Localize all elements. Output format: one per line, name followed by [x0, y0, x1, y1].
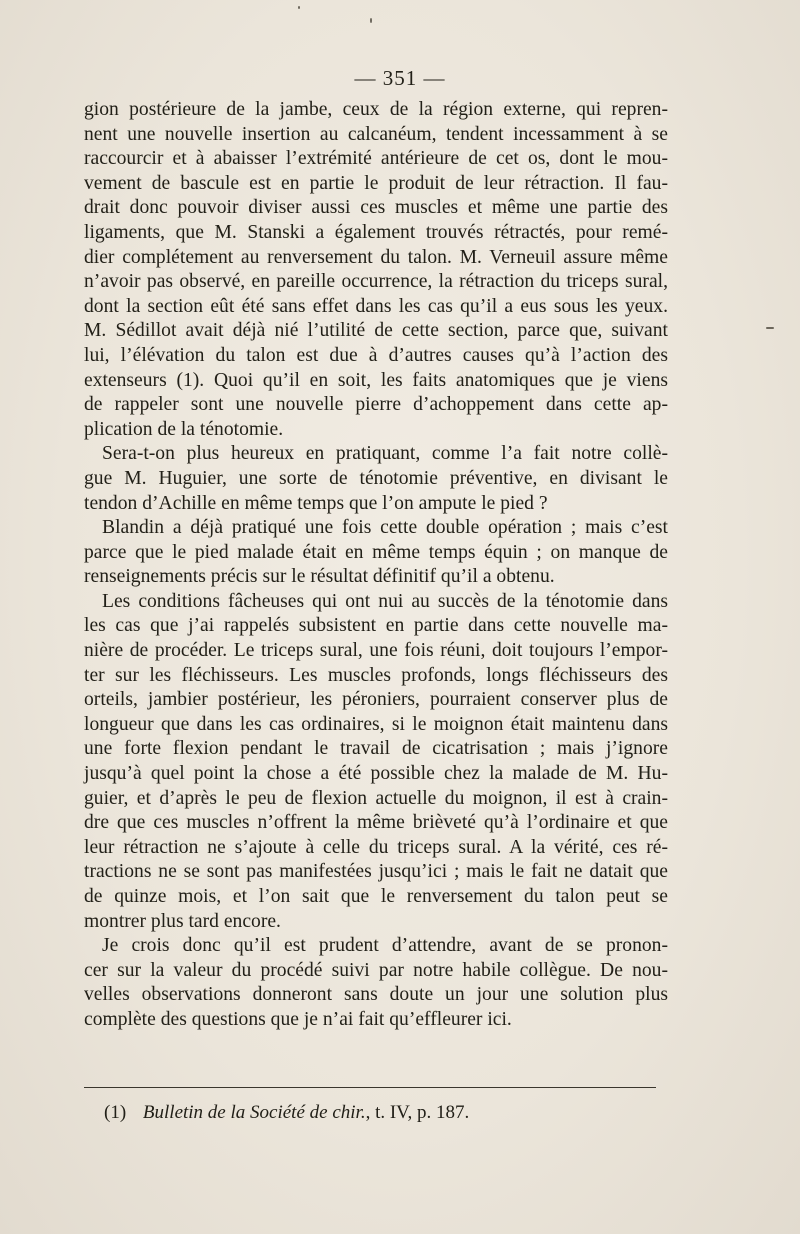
text-line: drait donc pouvoir diviser aussi ces muscles et même une partie des: [84, 197, 668, 219]
text-line: gion postérieure de la jambe, ceux de la région externe, qui repren-: [84, 99, 668, 120]
text-line: renseignements précis sur le résultat définitif qu’il a obtenu.: [84, 566, 555, 588]
text-line: tractions ne se sont pas manifestées jusqu’ici ; mais le fait ne datait que: [84, 861, 668, 883]
text-line: nière de procéder. Le triceps sural, une fois réuni, doit toujours l’empor-: [84, 640, 668, 662]
text-line: plication de la ténotomie.: [84, 418, 284, 440]
text-line: longueur que dans les cas ordinaires, si le moignon était maintenu dans: [84, 713, 668, 735]
text-line: cer sur la valeur du procédé suivi par notre habile collègue. De nou-: [84, 959, 668, 981]
text-line: Je crois donc qu’il est prudent d’attendre, avant de se pronon-: [102, 935, 668, 957]
text-line: lui, l’élévation du talon est due à d’autres causes qu’à l’action des: [84, 344, 668, 366]
text-line: ter sur les fléchisseurs. Les muscles profonds, longs fléchisseurs des: [84, 664, 668, 686]
text-line: velles observations donneront sans doute un jour une solution plus: [84, 984, 668, 1006]
text-line: M. Sédillot avait déjà nié l’utilité de cette section, parce que, suivant: [84, 320, 668, 342]
scan-speck: [370, 18, 372, 23]
text-line: Les conditions fâcheuses qui ont nui au succès de la ténotomie dans: [102, 590, 668, 612]
text-line: dier complétement au renversement du talon. M. Verneuil assure même: [84, 246, 668, 268]
paragraph-4: [84, 590, 668, 934]
text-line: ligaments, que M. Stanski a également trouvés rétractés, pour remé-: [84, 221, 668, 243]
footnote-reference: , t. IV, p. 187.: [365, 1102, 470, 1123]
scan-speck: [766, 327, 774, 329]
paragraph-2: [84, 442, 668, 516]
text-line: Sera-t-on plus heureux en pratiquant, comme l’a fait notre collè-: [102, 443, 668, 465]
text-line: dont la section eût été sans effet dans les cas qu’il a eus sous les yeux.: [84, 295, 668, 317]
body-text: [84, 98, 668, 1033]
text-line: montrer plus tard encore.: [84, 910, 281, 932]
scan-speck: [298, 6, 300, 9]
text-line: jusqu’à quel point la chose a été possible chez la malade de M. Hu-: [84, 763, 668, 785]
text-line: les cas que j’ai rappelés subsistent en partie dans cette nouvelle ma-: [84, 615, 668, 637]
paragraph-3: [84, 516, 668, 590]
text-line: orteils, jambier postérieur, les péroniers, pourraient conserver plus de: [84, 689, 668, 711]
text-line: complète des questions que je n’ai fait qu’effleurer ici.: [84, 1008, 512, 1030]
paragraph-1: [84, 98, 668, 442]
text-line: n’avoir pas observé, en pareille occurrence, la rétraction du triceps sural,: [84, 271, 668, 293]
text-line: une forte flexion pendant le travail de cicatrisation ; mais j’ignore: [84, 738, 668, 760]
text-line: leur rétraction ne s’ajoute à celle du triceps sural. A la vérité, ces ré-: [84, 836, 668, 858]
footnote: [104, 1102, 469, 1124]
footnote-marker: (1): [104, 1102, 127, 1123]
page-number: — 351 —: [354, 66, 446, 90]
text-line: vement de bascule est en partie le produit de leur rétraction. Il fau-: [84, 172, 668, 194]
text-line: tendon d’Achille en même temps que l’on ampute le pied ?: [84, 492, 548, 514]
text-line: nent une nouvelle insertion au calcanéum, tendent incessamment à se: [84, 123, 668, 145]
paragraph-5: [84, 934, 668, 1032]
text-line: de quinze mois, et l’on sait que le renversement du talon peut se: [84, 886, 668, 907]
footnote-source: Bulletin de la Société de chir.: [142, 1102, 366, 1123]
text-line: Blandin a déjà pratiqué une fois cette double opération ; mais c’est: [102, 517, 668, 539]
footnote-divider: [84, 1087, 656, 1088]
text-line: extenseurs (1). Quoi qu’il en soit, les faits anatomiques que je viens: [84, 369, 668, 391]
text-line: de rappeler sont une nouvelle pierre d’achoppement dans cette ap-: [84, 394, 668, 416]
text-line: raccourcir et à abaisser l’extrémité antérieure de cet os, dont le mou-: [84, 148, 668, 170]
text-line: gue M. Huguier, une sorte de ténotomie préventive, en divisant le: [84, 467, 668, 489]
text-line: parce que le pied malade était en même temps équin ; on manque de: [84, 541, 668, 563]
text-line: guier, et d’après le peu de flexion actuelle du moignon, il est à crain-: [84, 787, 668, 809]
text-line: dre que ces muscles n’offrent la même brièveté qu’à l’ordinaire et que: [84, 812, 668, 834]
